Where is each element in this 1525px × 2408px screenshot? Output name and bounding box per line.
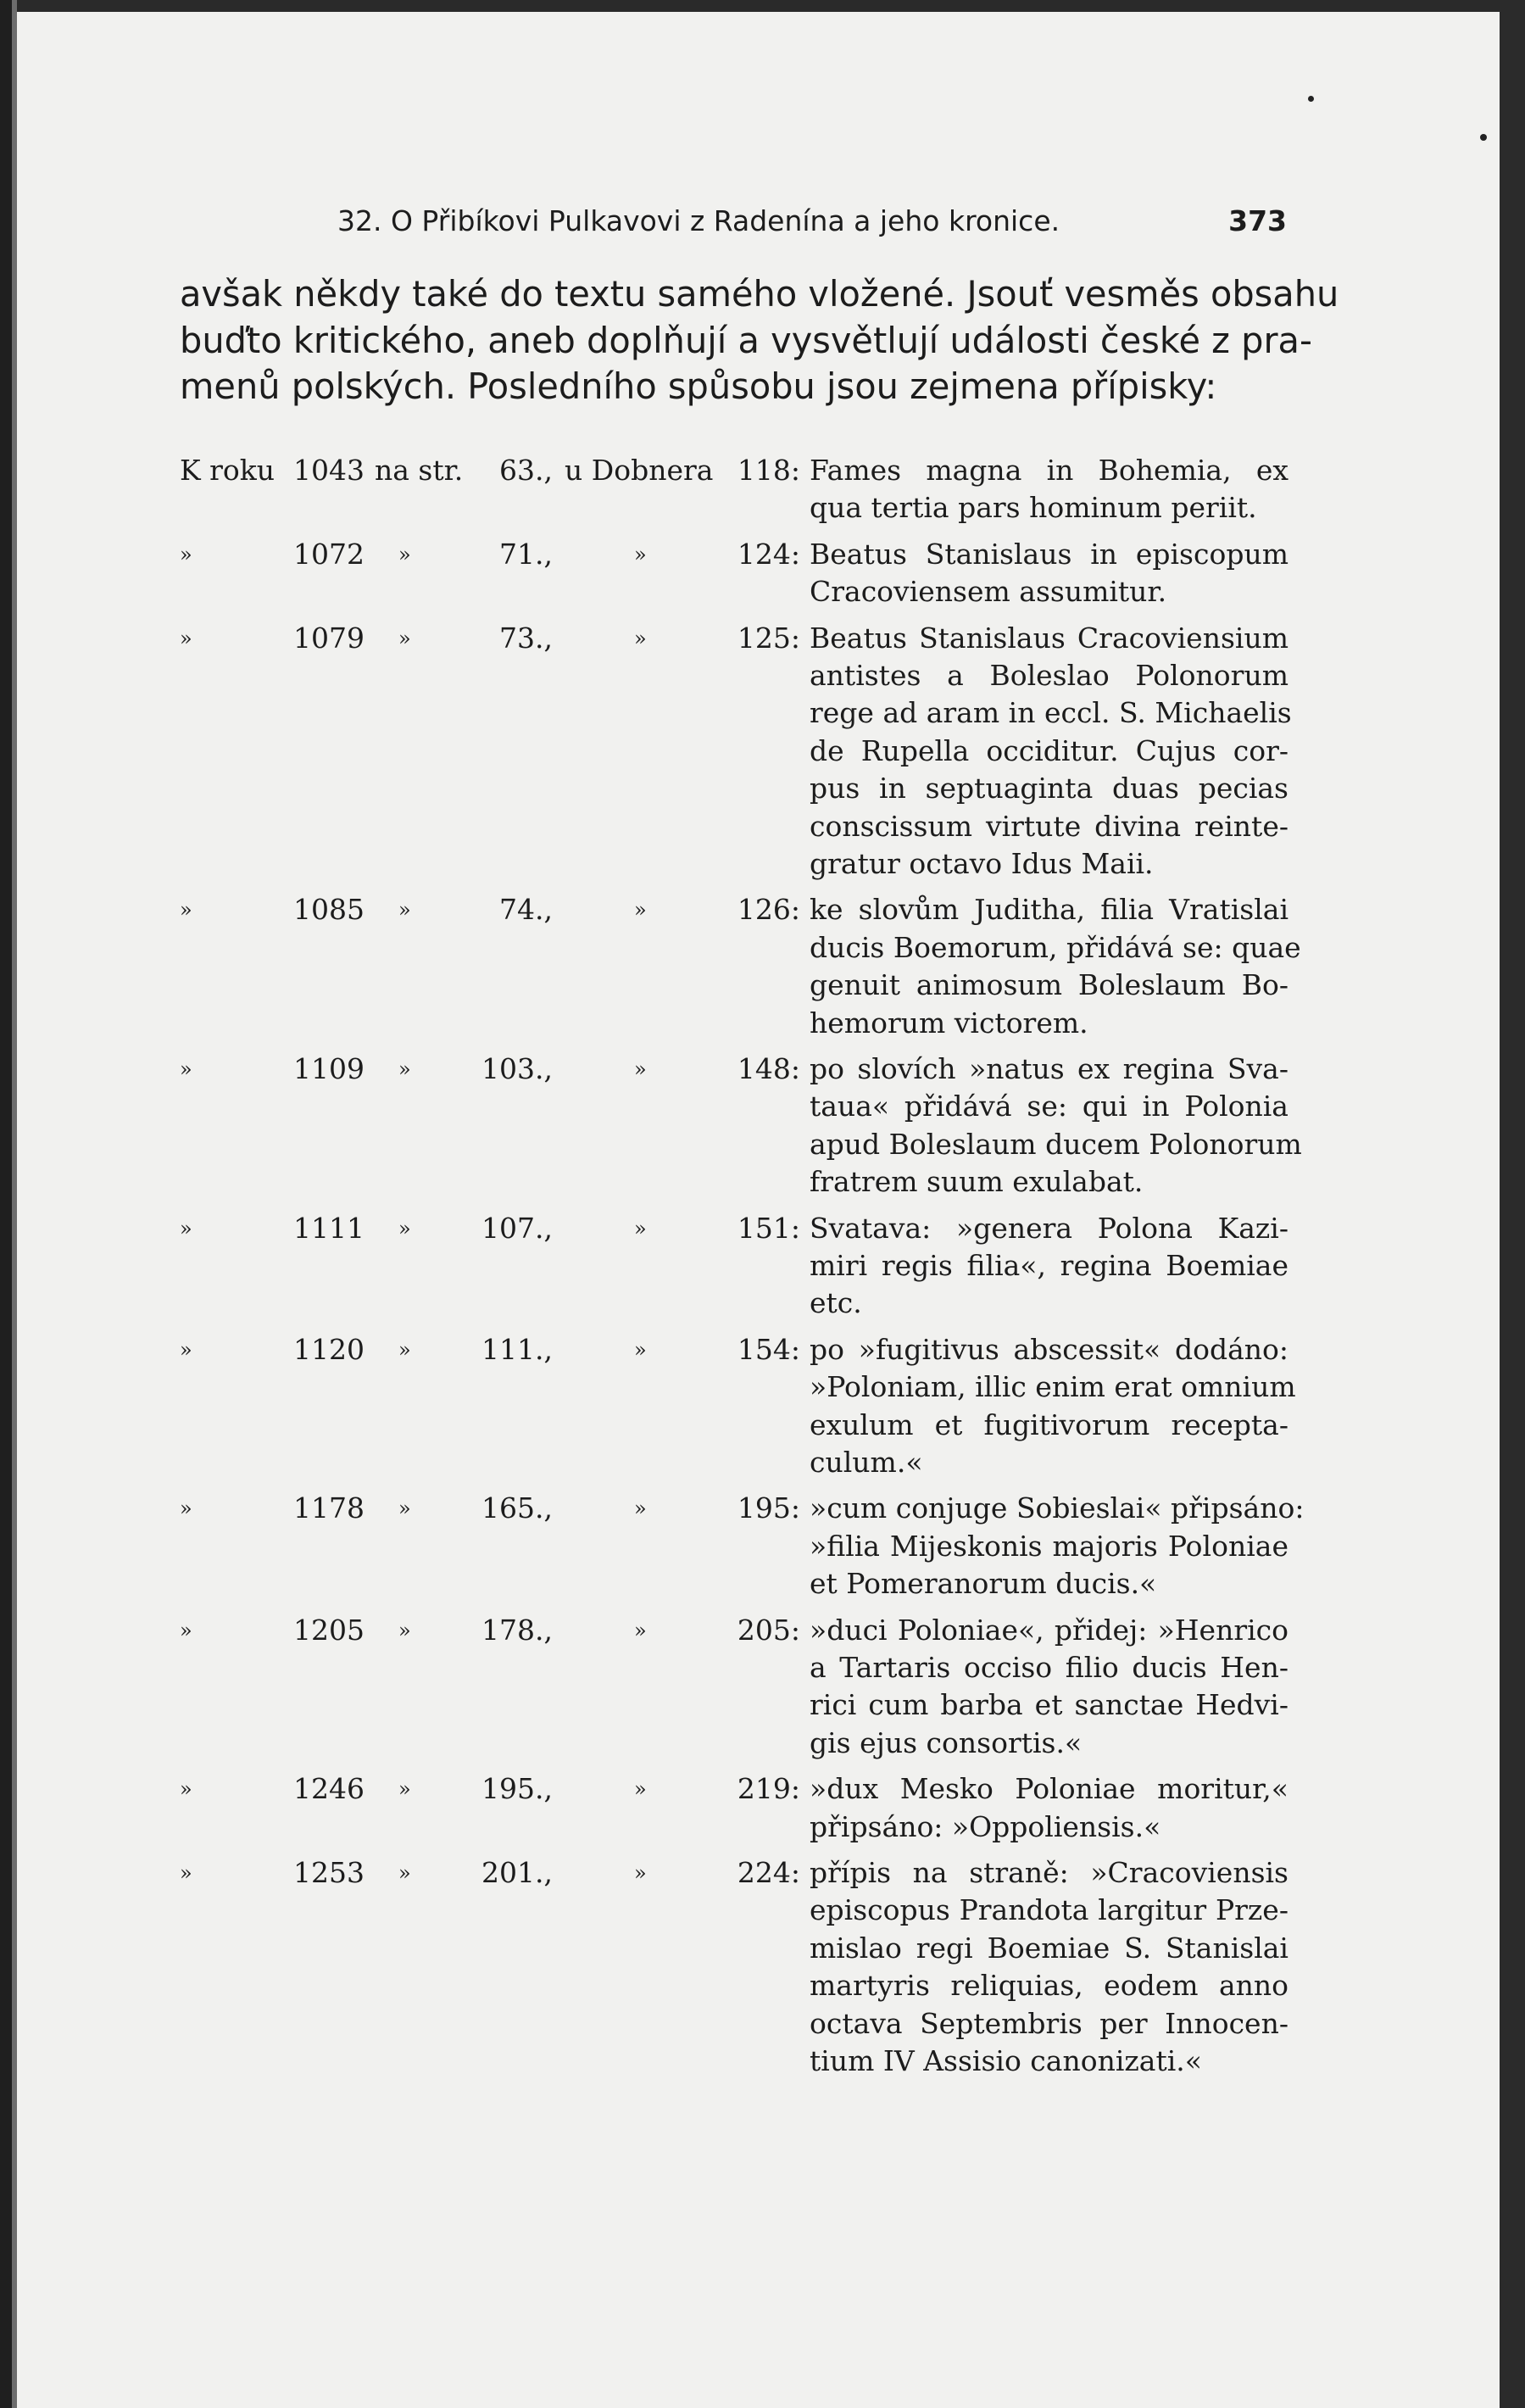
intro-line: avšak někdy také do textu samého vložené. Jsouť vesměs obsahu [180,273,1339,315]
entry-text-line: de Rupella occiditur. Cujus cor- [810,733,1288,767]
entry-dobner-number: 219: [737,1772,800,1806]
entry-dobner-number: 125: [737,621,800,655]
entry-text-line: ke slovům Juditha, filia Vratislai [810,893,1288,927]
entry-prefix: K roku [180,454,276,487]
ditto-mark: » [180,1056,192,1081]
annotation-entry [0,1490,1525,1611]
entry-year: 1120 [293,1332,365,1366]
entry-dobner-number: 154: [737,1332,800,1366]
annotation-entry [0,1770,1525,1854]
page-edge-top [0,0,1525,12]
entry-year: 1246 [293,1772,365,1806]
annotation-entry [0,1210,1525,1331]
annotation-entry [0,452,1525,536]
entry-text-line: antistes a Boleslao Polonorum [810,659,1288,692]
entry-text-line: fratrem suum exulabat. [810,1165,1144,1199]
entry-year: 1085 [293,893,365,927]
entry-text-line: martyris reliquias, eodem anno [810,1969,1288,2003]
ink-speck [1308,96,1314,102]
annotation-entry [0,1331,1525,1491]
entry-dobner-number: 224: [737,1855,800,1889]
entry-text-line: Cracoviensem assumitur. [810,575,1167,609]
entry-text-line: po slovích »natus ex regina Sva- [810,1051,1288,1085]
entry-text-line: pus in septuaginta duas pecias [810,772,1288,805]
entry-page: 73., [499,621,553,655]
entry-page: 195., [481,1772,553,1806]
entry-text-line: přípis na straně: »Cracoviensis [810,1855,1288,1889]
chapter-title: 32. O Přibíkovi Pulkavovi z Radenína a jeho kronice. [337,204,1060,237]
entry-page: 165., [481,1491,553,1525]
entry-dobner-number: 118: [737,454,800,487]
ditto-mark: » [398,626,411,650]
ditto-mark: » [180,1618,192,1642]
entry-text-line: »filia Mijeskonis majoris Poloniae [810,1529,1288,1563]
entry-text [810,536,1288,611]
entry-text-line: připsáno: »Oppoliensis.« [810,1809,1161,1843]
entry-text-line: Svatava: »genera Polona Kazi- [810,1211,1288,1245]
entry-text-line: a Tartaris occiso filio ducis Hen- [810,1650,1288,1684]
entry-text-line: exulum et fugitivorum recepta- [810,1407,1288,1441]
entry-year: 1111 [293,1211,365,1245]
entry-page: 201., [481,1855,553,1889]
entry-text-line: rici cum barba et sanctae Hedvi- [810,1688,1288,1722]
entry-text-line: »cum conjuge Sobieslai« připsáno: [810,1491,1305,1525]
ditto-mark: » [634,1618,647,1642]
entry-text [810,1770,1288,1846]
entry-text-line: ducis Boemorum, přidává se: quae [810,930,1301,964]
ditto-mark: » [398,1497,411,1521]
entry-text-line: hemorum victorem. [810,1006,1088,1040]
running-header [337,200,1287,242]
ditto-mark: » [398,1860,411,1885]
ditto-mark: » [398,1618,411,1642]
ditto-mark: » [180,1860,192,1885]
ditto-mark: » [634,1777,647,1802]
ink-speck [1480,134,1487,141]
entry-na-label: na str. [375,454,464,487]
entry-text-line: et Pomeranorum ducis.« [810,1567,1157,1601]
entry-page: 103., [481,1051,553,1085]
intro-line: menů polských. Posledního spůsobu jsou zejmena přípisky: [180,365,1217,407]
annotation-entry [0,1854,1525,2088]
ditto-mark: » [180,1337,192,1362]
entry-dobner-number: 205: [737,1613,800,1647]
entry-year: 1205 [293,1613,365,1647]
ditto-mark: » [180,1777,192,1802]
entry-text [810,891,1301,1042]
entry-dobner-number: 195: [737,1491,800,1525]
entry-text-line: »duci Poloniae«, přidej: »Henrico [810,1613,1288,1647]
entry-text [810,1331,1296,1482]
ditto-mark: » [398,1216,411,1240]
ditto-mark: » [634,1860,647,1885]
ditto-mark: » [180,626,192,650]
entry-text [810,620,1292,883]
entry-text-line: episcopus Prandota largitur Prze- [810,1893,1288,1927]
entry-text-line: genuit animosum Boleslaum Bo- [810,968,1288,1002]
entry-text [810,1612,1288,1763]
entry-dobner-label: u Dobnera [565,454,714,487]
entry-text-line: po »fugitivus abscessit« dodáno: [810,1332,1288,1366]
entry-text-line: culum.« [810,1445,923,1479]
entry-text-line: miri regis filia«, regina Boemiae [810,1248,1288,1282]
entry-text-line: »dux Mesko Poloniae moritur,« [810,1772,1288,1806]
ditto-mark: » [398,542,411,566]
annotation-entry [0,891,1525,1051]
entry-page: 71., [499,537,553,571]
entry-text-line: tium IV Assisio canonizati.« [810,2043,1202,2077]
annotation-entry [0,1051,1525,1210]
annotation-entry [0,536,1525,620]
ditto-mark: » [180,1497,192,1521]
entry-dobner-number: 124: [737,537,800,571]
entry-page: 111., [481,1332,553,1366]
ditto-mark: » [634,1056,647,1081]
ditto-mark: » [634,1216,647,1240]
ditto-mark: » [634,1337,647,1362]
entry-text-line: apud Boleslaum ducem Polonorum [810,1127,1302,1161]
entry-text [810,452,1288,527]
ditto-mark: » [180,1216,192,1240]
ditto-mark: » [398,1777,411,1802]
ditto-mark: » [180,542,192,566]
ditto-mark: » [634,626,647,650]
ditto-mark: » [398,1056,411,1081]
intro-paragraph [180,271,1339,410]
entry-year: 1178 [293,1491,365,1525]
annotation-entry [0,1612,1525,1771]
entry-text-line: mislao regi Boemiae S. Stanislai [810,1931,1288,1965]
entry-year: 1043 [293,454,365,487]
intro-line: buďto kritického, aneb doplňují a vysvětlují události české z pra- [180,319,1312,361]
entry-text-line: »Poloniam, illic enim erat omnium [810,1370,1296,1404]
ditto-mark: » [634,542,647,566]
entry-text [810,1210,1288,1323]
entry-page: 74., [499,893,553,927]
ditto-mark: » [398,1337,411,1362]
entry-text-line: qua tertia pars hominum periit. [810,491,1257,525]
entry-text [810,1854,1288,2080]
entry-text-line: conscissum virtute divina reinte- [810,809,1288,843]
entry-year: 1253 [293,1855,365,1889]
entry-dobner-number: 126: [737,893,800,927]
entry-year: 1079 [293,621,365,655]
annotation-entry [0,620,1525,892]
ditto-mark: » [398,898,411,923]
entry-dobner-number: 151: [737,1211,800,1245]
entry-year: 1109 [293,1051,365,1085]
entry-text [810,1490,1305,1603]
entry-text-line: Beatus Stanislaus in episcopum [810,537,1288,571]
page-number: 373 [1228,204,1287,237]
entry-text-line: gratur octavo Idus Maii. [810,847,1154,881]
annotation-list [0,452,1525,2088]
entry-text [810,1051,1302,1201]
ditto-mark: » [634,898,647,923]
entry-dobner-number: 148: [737,1051,800,1085]
entry-text-line: taua« přidává se: qui in Polonia [810,1090,1288,1123]
entry-text-line: Beatus Stanislaus Cracoviensium [810,621,1288,655]
entry-text-line: gis ejus consortis.« [810,1725,1083,1759]
entry-text-line: Fames magna in Bohemia, ex [810,454,1288,487]
entry-page: 63., [499,454,553,487]
entry-page: 178., [481,1613,553,1647]
entry-text-line: octava Septembris per Innocen- [810,2006,1288,2040]
ditto-mark: » [180,898,192,923]
entry-page: 107., [481,1211,553,1245]
entry-text-line: rege ad aram in eccl. S. Michaelis [810,696,1292,730]
entry-year: 1072 [293,537,365,571]
ditto-mark: » [634,1497,647,1521]
entry-text-line: etc. [810,1286,862,1320]
